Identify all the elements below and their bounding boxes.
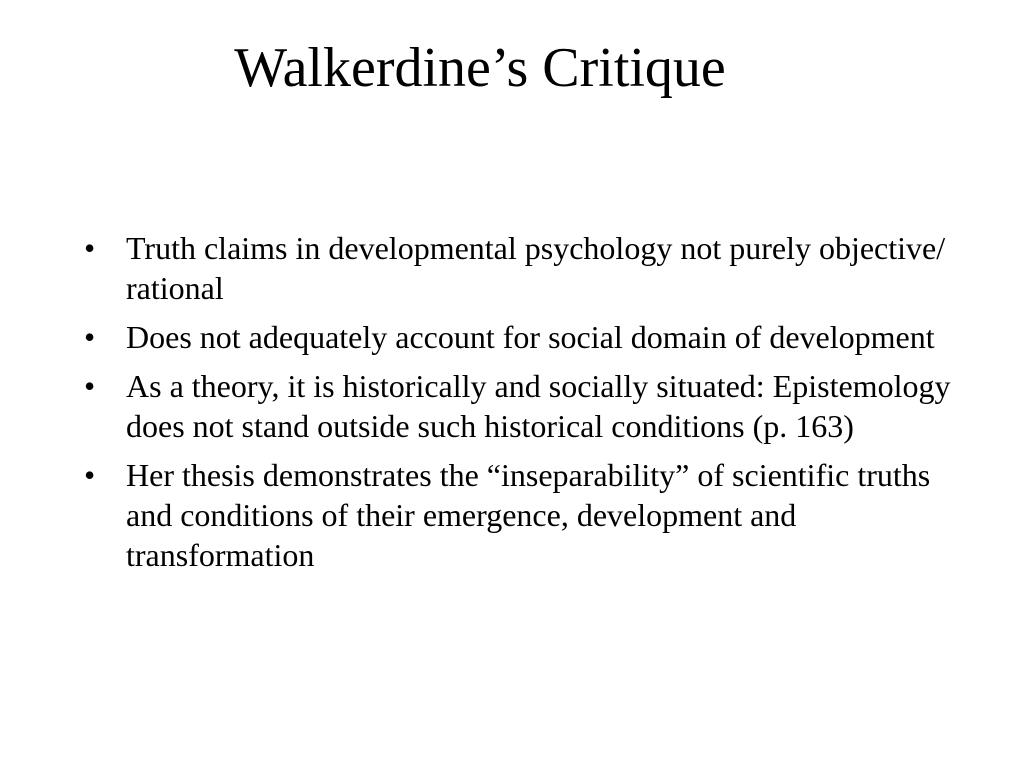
bullet-marker: • <box>84 457 96 493</box>
bullet-text: As a theory, it is historically and socially situated: Epistemology does not stand outside such historical conditions (p. 163) <box>126 368 951 444</box>
bullet-marker: • <box>84 230 96 266</box>
bullet-marker: • <box>84 368 96 404</box>
bullet-item <box>84 317 964 357</box>
bullet-list <box>84 228 964 584</box>
bullet-marker: • <box>84 319 96 355</box>
bullet-text: Does not adequately account for social domain of development <box>126 319 935 355</box>
bullet-item <box>84 228 964 308</box>
slide-title: Walkerdine’s Critique <box>234 37 726 99</box>
bullet-text: Truth claims in developmental psychology not purely objective/ rational <box>126 230 946 306</box>
bullet-item <box>84 366 964 446</box>
bullet-text: Her thesis demonstrates the “inseparability” of scientific truths and conditions of their emergence, development and transformation <box>126 457 931 573</box>
bullet-item <box>84 455 964 575</box>
